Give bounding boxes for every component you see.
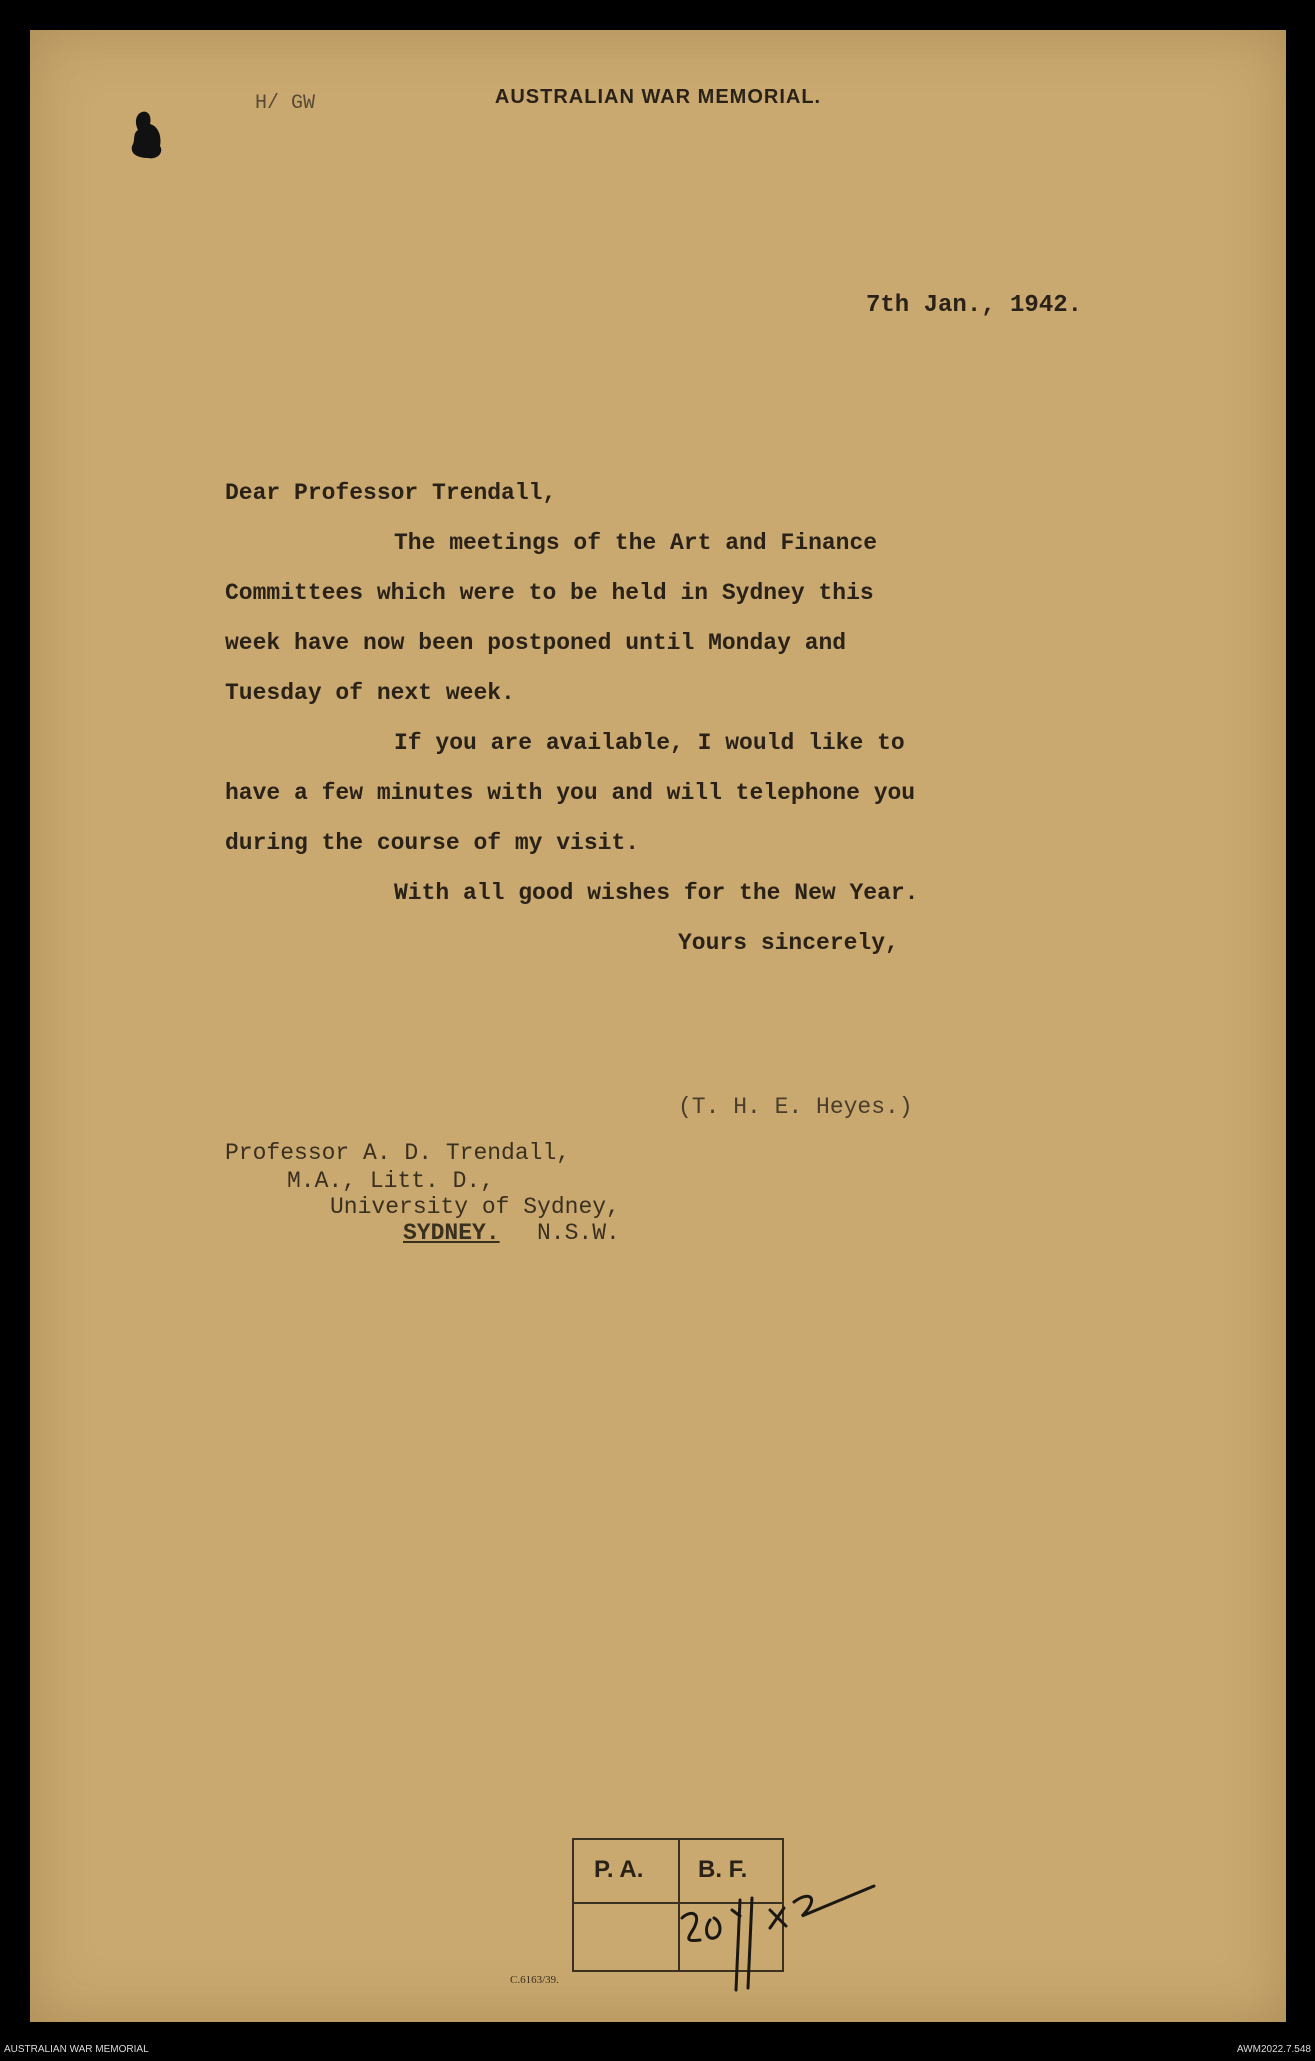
address-line: M.A., Litt. D., xyxy=(287,1168,495,1194)
body-line: week have now been postponed until Monday and xyxy=(225,630,847,656)
letter-date: 7th Jan., 1942. xyxy=(866,292,1083,319)
body-line: With all good wishes for the New Year. xyxy=(394,880,919,906)
reference-initials: H/ GW xyxy=(255,92,316,115)
body-line: Committees which were to be held in Sydney this xyxy=(225,580,874,606)
handwritten-date xyxy=(670,1880,890,2000)
footer-credit: AUSTRALIAN WAR MEMORIAL xyxy=(4,2044,149,2055)
body-line: If you are available, I would like to xyxy=(394,730,905,756)
address-city: SYDNEY. xyxy=(403,1220,500,1246)
signatory-name: (T. H. E. Heyes.) xyxy=(678,1094,913,1120)
closing: Yours sincerely, xyxy=(678,930,899,956)
letterhead: AUSTRALIAN WAR MEMORIAL. xyxy=(494,86,822,108)
address-line: University of Sydney, xyxy=(330,1194,620,1220)
torn-hole-mark xyxy=(128,110,164,160)
stamp-pa-label: P. A. xyxy=(594,1856,644,1883)
form-code: C.6163/39. xyxy=(510,1974,559,1986)
address-line: Professor A. D. Trendall, xyxy=(225,1140,571,1166)
stamp-bf-label: B. F. xyxy=(698,1856,748,1883)
letter-page xyxy=(30,30,1286,2022)
footer-accession-number: AWM2022.7.548 xyxy=(1236,2044,1311,2055)
body-line: The meetings of the Art and Finance xyxy=(394,530,878,556)
body-line: have a few minutes with you and will telephone you xyxy=(225,780,916,806)
body-line: Tuesday of next week. xyxy=(225,680,515,706)
salutation: Dear Professor Trendall, xyxy=(225,480,557,506)
address-state: N.S.W. xyxy=(537,1220,620,1246)
body-line: during the course of my visit. xyxy=(225,830,640,856)
